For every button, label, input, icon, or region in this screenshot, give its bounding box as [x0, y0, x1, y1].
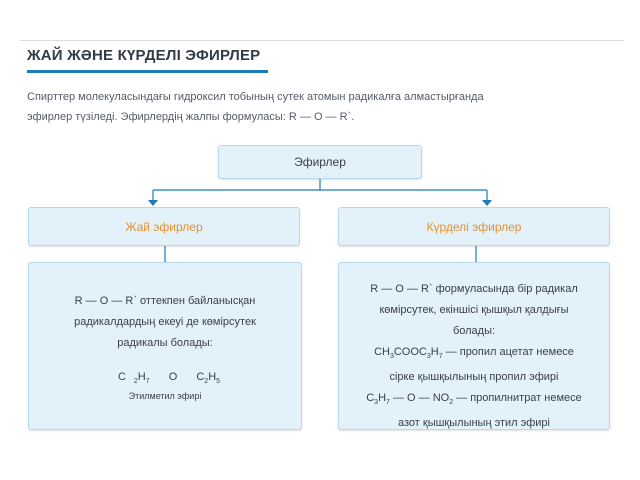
complex-desc-line-2: көмірсутек, екіншісі қышқыл қалдығы: [379, 304, 569, 316]
arrow-right-head: [482, 200, 492, 206]
radical-1: C $_2H_7$: [117, 371, 150, 386]
complex-example-1: $CH_3COOC_3H_7$ — пропил ацетат немесе: [374, 346, 574, 361]
radical-2: $C_2H_5$: [196, 371, 221, 386]
complex-desc-line-1: R — O — R` формуласында бір радикал: [370, 283, 578, 295]
complex-desc-line-3: болады:: [452, 325, 496, 337]
simple-example-caption: Этилметил эфирі: [128, 391, 202, 401]
simple-ethers-heading: Жай эфирлер: [28, 207, 300, 246]
complex-example-2-name: азот қышқылының этил эфирі: [398, 417, 550, 430]
simple-desc-line-3: радикалы болады:: [117, 337, 213, 349]
complex-example-2: $C_3H_7$ — O — $NO_2$ — пропилнитрат немесе: [366, 392, 582, 407]
complex-ethers-description: [338, 262, 610, 430]
complex-ethers-heading: Күрделі эфирлер: [338, 207, 610, 246]
page-title: ЖАЙ ЖӘНЕ КҮРДЕЛІ ЭФИРЛЕР: [27, 47, 261, 64]
simple-desc-line-2: радикалдардың екеуі де көмірсутек: [74, 316, 256, 328]
simple-desc-line-1: R — O — R` оттекпен байланысқан: [74, 295, 256, 307]
oxygen-atom: O: [168, 371, 178, 383]
intro-line-2: эфирлер түзіледі. Эфирлердің жалпы формуласы: R — O — R`.: [27, 111, 355, 123]
complex-example-1-name: сірке қышқылының пропил эфирі: [389, 371, 559, 384]
simple-ethers-description: [28, 262, 302, 430]
simple-example-formula: [29, 371, 301, 385]
intro-line-1: Спирттер молекуласындағы гидроксил тобының сутек атомын радикалға алмастырғанда: [27, 91, 484, 103]
arrow-left-head: [148, 200, 158, 206]
root-node: Эфирлер: [218, 145, 422, 179]
